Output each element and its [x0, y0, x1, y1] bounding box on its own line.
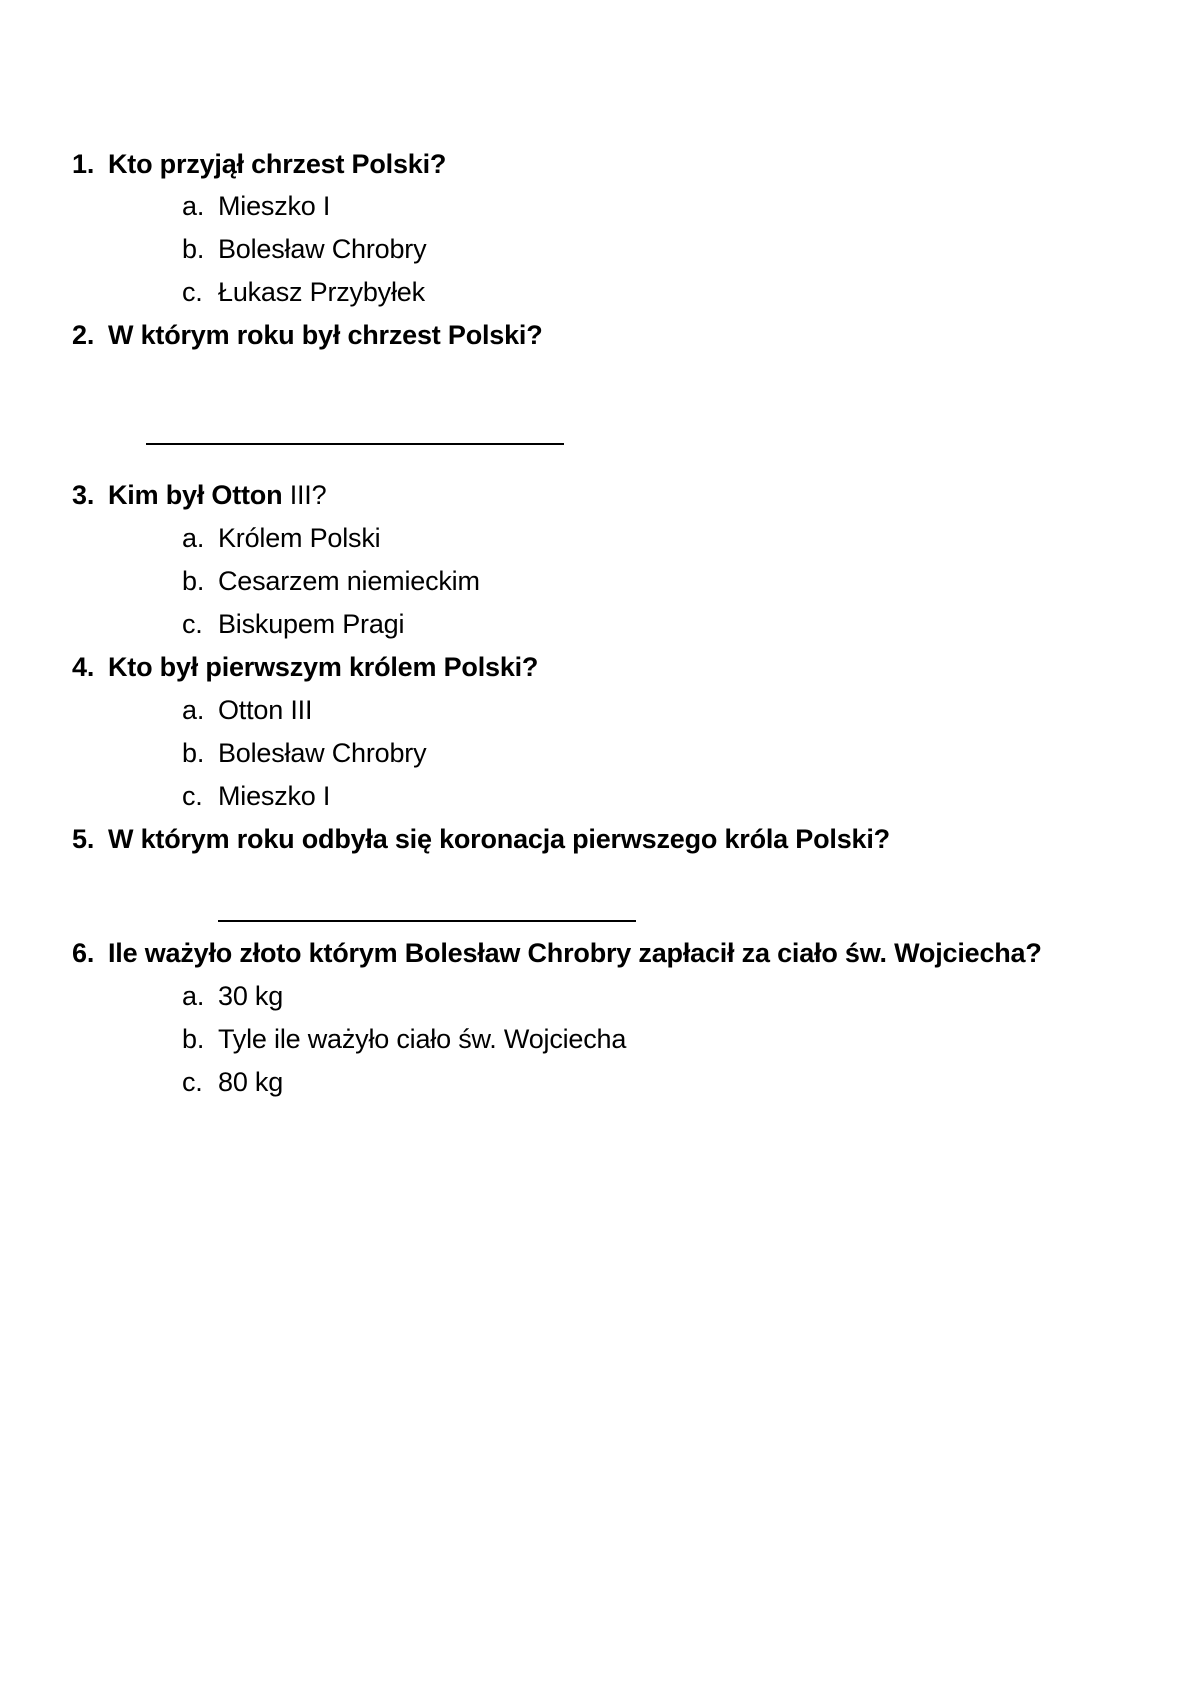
question-6-option-b — [182, 1019, 626, 1059]
question-3-text-bold: Kim był Otton — [108, 480, 290, 510]
question-2-number: 2. — [72, 320, 95, 350]
option-text: Biskupem Pragi — [218, 609, 405, 639]
question-5 — [72, 819, 890, 859]
option-text: Otton III — [218, 695, 313, 725]
question-4-text: Kto był pierwszym królem Polski? — [108, 652, 539, 682]
question-5-answer-line — [218, 920, 636, 922]
option-text: Bolesław Chrobry — [218, 234, 427, 264]
option-text: Łukasz Przybyłek — [218, 277, 425, 307]
option-letter: b. — [182, 738, 205, 768]
question-6-option-a — [182, 976, 283, 1016]
question-4-option-a — [182, 690, 312, 730]
question-6-number: 6. — [72, 938, 95, 968]
option-text: 30 kg — [218, 981, 284, 1011]
option-letter: a. — [182, 981, 205, 1011]
question-3-option-b — [182, 561, 480, 601]
option-letter: a. — [182, 523, 205, 553]
question-3 — [72, 475, 326, 515]
question-5-number: 5. — [72, 824, 95, 854]
question-2 — [72, 315, 543, 355]
option-text: Tyle ile ważyło ciało św. Wojciecha — [218, 1024, 627, 1054]
question-4 — [72, 647, 538, 687]
option-letter: b. — [182, 566, 205, 596]
question-1-option-a — [182, 186, 330, 226]
question-3-option-c — [182, 604, 404, 644]
question-4-option-b — [182, 733, 426, 773]
question-6-option-c — [182, 1062, 283, 1102]
question-4-number: 4. — [72, 652, 95, 682]
option-text: Mieszko I — [218, 191, 331, 221]
question-1 — [72, 144, 446, 184]
question-1-option-c — [182, 272, 425, 312]
question-4-option-c — [182, 776, 330, 816]
option-letter: c. — [182, 1067, 203, 1097]
option-text: Bolesław Chrobry — [218, 738, 427, 768]
option-letter: b. — [182, 1024, 205, 1054]
question-1-text: Kto przyjął chrzest Polski? — [108, 149, 447, 179]
option-letter: c. — [182, 781, 203, 811]
option-letter: c. — [182, 609, 203, 639]
option-text: Królem Polski — [218, 523, 381, 553]
question-1-number: 1. — [72, 149, 95, 179]
question-3-number: 3. — [72, 480, 95, 510]
question-6-text: Ile ważyło złoto którym Bolesław Chrobry zapłacił za ciało św. Wojciecha? — [108, 938, 1042, 968]
question-6 — [72, 933, 1042, 973]
question-1-option-b — [182, 229, 426, 269]
option-letter: a. — [182, 695, 205, 725]
question-2-answer-line — [146, 443, 564, 445]
question-3-text-normal: III? — [289, 480, 327, 510]
option-letter: b. — [182, 234, 205, 264]
question-2-text: W którym roku był chrzest Polski? — [108, 320, 543, 350]
option-text: 80 kg — [218, 1067, 284, 1097]
option-text: Cesarzem niemieckim — [218, 566, 480, 596]
option-text: Mieszko I — [218, 781, 331, 811]
question-5-text: W którym roku odbyła się koronacja pierwszego króla Polski? — [108, 824, 890, 854]
option-letter: a. — [182, 191, 205, 221]
option-letter: c. — [182, 277, 203, 307]
question-3-option-a — [182, 518, 380, 558]
